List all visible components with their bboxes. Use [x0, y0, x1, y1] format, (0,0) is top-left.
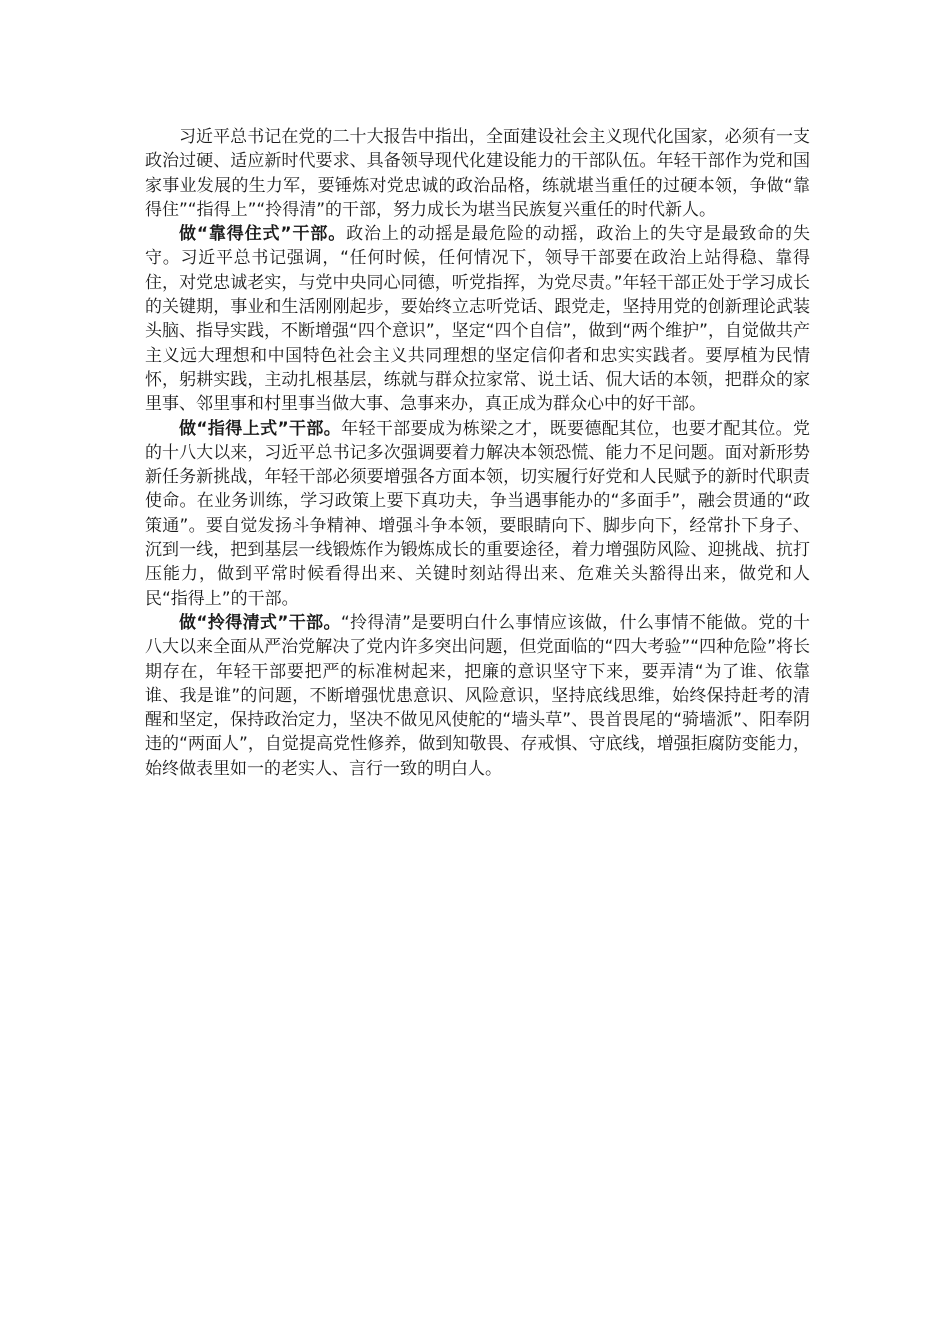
- section-paragraph-kaodezhu: [145, 222, 810, 416]
- paragraph-text: “拎得清”是要明白什么事情应该做，什么事情不能做。党的十八大以来全面从严治党解决了党内许多突出问题，但党面临的“四大考验”“四种危险”将长期存在，年轻干部要把严的标准树起来，把廉的意识坚守下来，要弄清“为了谁、依靠谁、我是谁”的问题，不断增强忧患意识、风险意识，坚持底线思维，始终保持赶考的清醒和坚定，保持政治定力，坚决不做见风使舵的“墙头草”、畏首畏尾的“骑墙派”、阳奉阴违的“两面人”，自觉提高党性修养，做到知敬畏、存戒惧、守底线，增强拒腐防变能力，始终做表里如一的老实人、言行一致的明白人。: [145, 612, 810, 779]
- paragraph-text: 政治上的动摇是最危险的动摇，政治上的失守是最致命的失守。习近平总书记强调，“任何时候，任何情况下，领导干部要在政治上站得稳、靠得住，对党忠诚老实，与党中央同心同德，听党指挥，为党尽责。”年轻干部正处于学习成长的关键期，事业和生活刚刚起步，要始终立志听党话、跟党走，坚持用党的创新理论武装头脑、指导实践，不断增强“四个意识”，坚定“四个自信”，做到“两个维护”，自觉做共产主义远大理想和中国特色社会主义共同理想的坚定信仰者和忠实实践者。要厚植为民情怀，躬耕实践，主动扎根基层，练就与群众拉家常、说土话、侃大话的本领，把群众的家里事、邻里事和村里事当做大事、急事来办，真正成为群众心中的好干部。: [145, 224, 810, 415]
- article-body: [145, 125, 810, 781]
- paragraph-text: 习近平总书记在党的二十大报告中指出，全面建设社会主义现代化国家，必须有一支政治过硬、适应新时代要求、具备领导现代化建设能力的干部队伍。年轻干部作为党和国家事业发展的生力军，要锤炼对党忠诚的政治品格，练就堪当重任的过硬本领，争做“靠得住”“指得上”“拎得清”的干部，努力成长为堪当民族复兴重任的时代新人。: [145, 127, 810, 220]
- paragraph-text: 年轻干部要成为栋梁之才，既要德配其位，也要才配其位。党的十八大以来，习近平总书记多次强调要着力解决本领恐慌、能力不足问题。面对新形势新任务新挑战，年轻干部必须要增强各方面本领，切实履行好党和人民赋予的新时代职责使命。在业务训练，学习政策上要下真功夫，争当遇事能办的“多面手”，融会贯通的“政策通”。要自觉发扬斗争精神、增强斗争本领，要眼睛向下、脚步向下，经常扑下身子、沉到一线，把到基层一线锻炼作为锻炼成长的重要途径，着力增强防风险、迎挑战、抗打压能力，做到平常时候看得出来、关键时刻站得出来、危难关头豁得出来，做党和人民“指得上”的干部。: [145, 418, 810, 609]
- section-heading-kaodezhu: 做“靠得住式”干部。: [179, 224, 347, 245]
- section-paragraph-zhideshang: [145, 417, 810, 611]
- section-paragraph-lingdeqing: [145, 611, 810, 781]
- section-heading-lingdeqing: 做“拎得清式”干部。: [179, 612, 341, 633]
- intro-paragraph: [145, 125, 810, 222]
- section-heading-zhideshang: 做“指得上式”干部。: [179, 418, 342, 439]
